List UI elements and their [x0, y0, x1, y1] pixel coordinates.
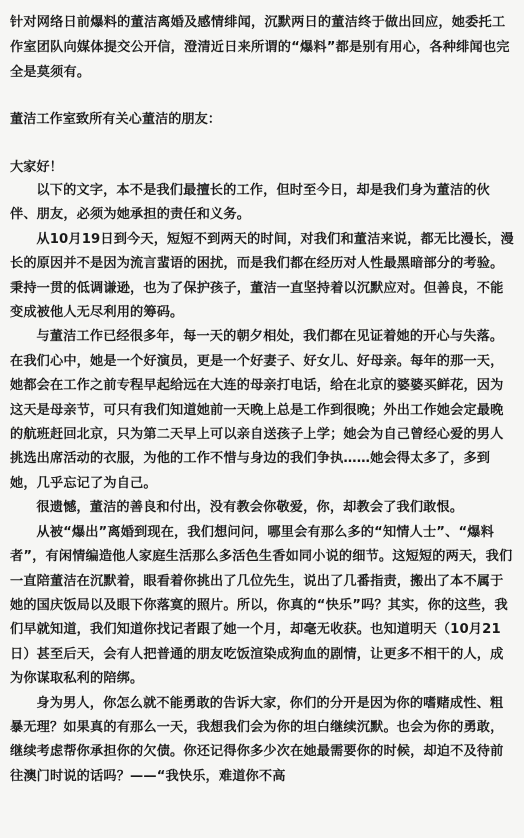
spacer	[10, 85, 516, 109]
letter-heading: 董洁工作室致所有关心董洁的朋友：	[10, 112, 221, 127]
intro-paragraph: 针对网络日前爆料的董洁离婚及感情绯闻，沉默两日的董洁终于做出回应，她委托工作室团队向媒体提交公开信，澄清近日来所谓的“爆料”都是别有用心，各种绯闻也完全是莫须有。	[10, 15, 510, 80]
letter-paragraph-6: 身为男人，你怎么就不能勇敢的告诉大家，你们的分开是因为你的嗜赌成性、粗暴无理？如果真的有那么一天，我想我们会为你的坦白继续沉默。也会为你的勇敢，继续考虑帮你承担你的欠债。你还记得你多少次在她最需要你的时候，却迫不及待前往澳门时说的话吗？——“我快乐，难道你不高	[10, 695, 504, 784]
letter-paragraph-1: 以下的文字，本不是我们最擅长的工作，但时至今日，却是我们身为董洁的伙伴、朋友，必须为她承担的责任和义务。	[10, 183, 490, 223]
letter-paragraph-2: 从10月19日到今天，短短不到两天的时间，对我们和董洁来说，都无比漫长，漫长的原因并不是因为流言蜚语的困扰，而是我们都在经历对人性最黑暗部分的考验。秉持一贯的低调谦逊，也为了保护孩子，董洁一直坚持着以沉默应对。但善良，不能变成被他人无尽利用的筹码。	[10, 231, 514, 321]
letter-paragraph-4: 很遗憾，董洁的善良和付出，没有教会你敬爱，你，却教会了我们敢恨。	[36, 500, 464, 516]
letter-paragraph-5: 从被“爆出”离婚到现在，我们想问问，哪里会有那么多的“知情人士”、“爆料者”，有闲情编造他人家庭生活那么多活色生香如同小说的细节。这短短的两天，我们一直陪董洁在沉默着，眼看着你挑出了几位先生，说出了几番指责，搬出了本不属于她的国庆饭局以及眼下你落寞的照片。所以，你真的“快乐”吗？其实，你的这些，我们早就知道，我们知道你找记者跟了她一个月，却毫无收获。也知道明天（10月21日）甚至后天，会有人把普通的朋友吃饭渲染成狗血的剧情，让更多不相干的人，成为你谋取私利的陪绑。	[10, 524, 513, 687]
spacer	[10, 131, 516, 157]
letter-greeting: 大家好！	[10, 160, 63, 175]
letter-paragraph-3: 与董洁工作已经很多年，每一天的朝夕相处，我们都在见证着她的开心与失落。在我们心中，她是一个好演员，更是一个好妻子、好女儿、好母亲。每年的那一天，她都会在工作之前专程早起给远在大连的母亲打电话，给在北京的婆婆买鲜花，因为这天是母亲节，可只有我们知道她前一天晚上总是工作到很晚；外出工作她会定最晚的航班赶回北京，只为第二天早上可以亲自送孩子上学；她会为自己曾经心爱的男人挑选出席活动的衣服，为他的工作不惜与身边的我们争执……她会得太多了，多到她，几乎忘记了为自己。	[10, 329, 504, 491]
